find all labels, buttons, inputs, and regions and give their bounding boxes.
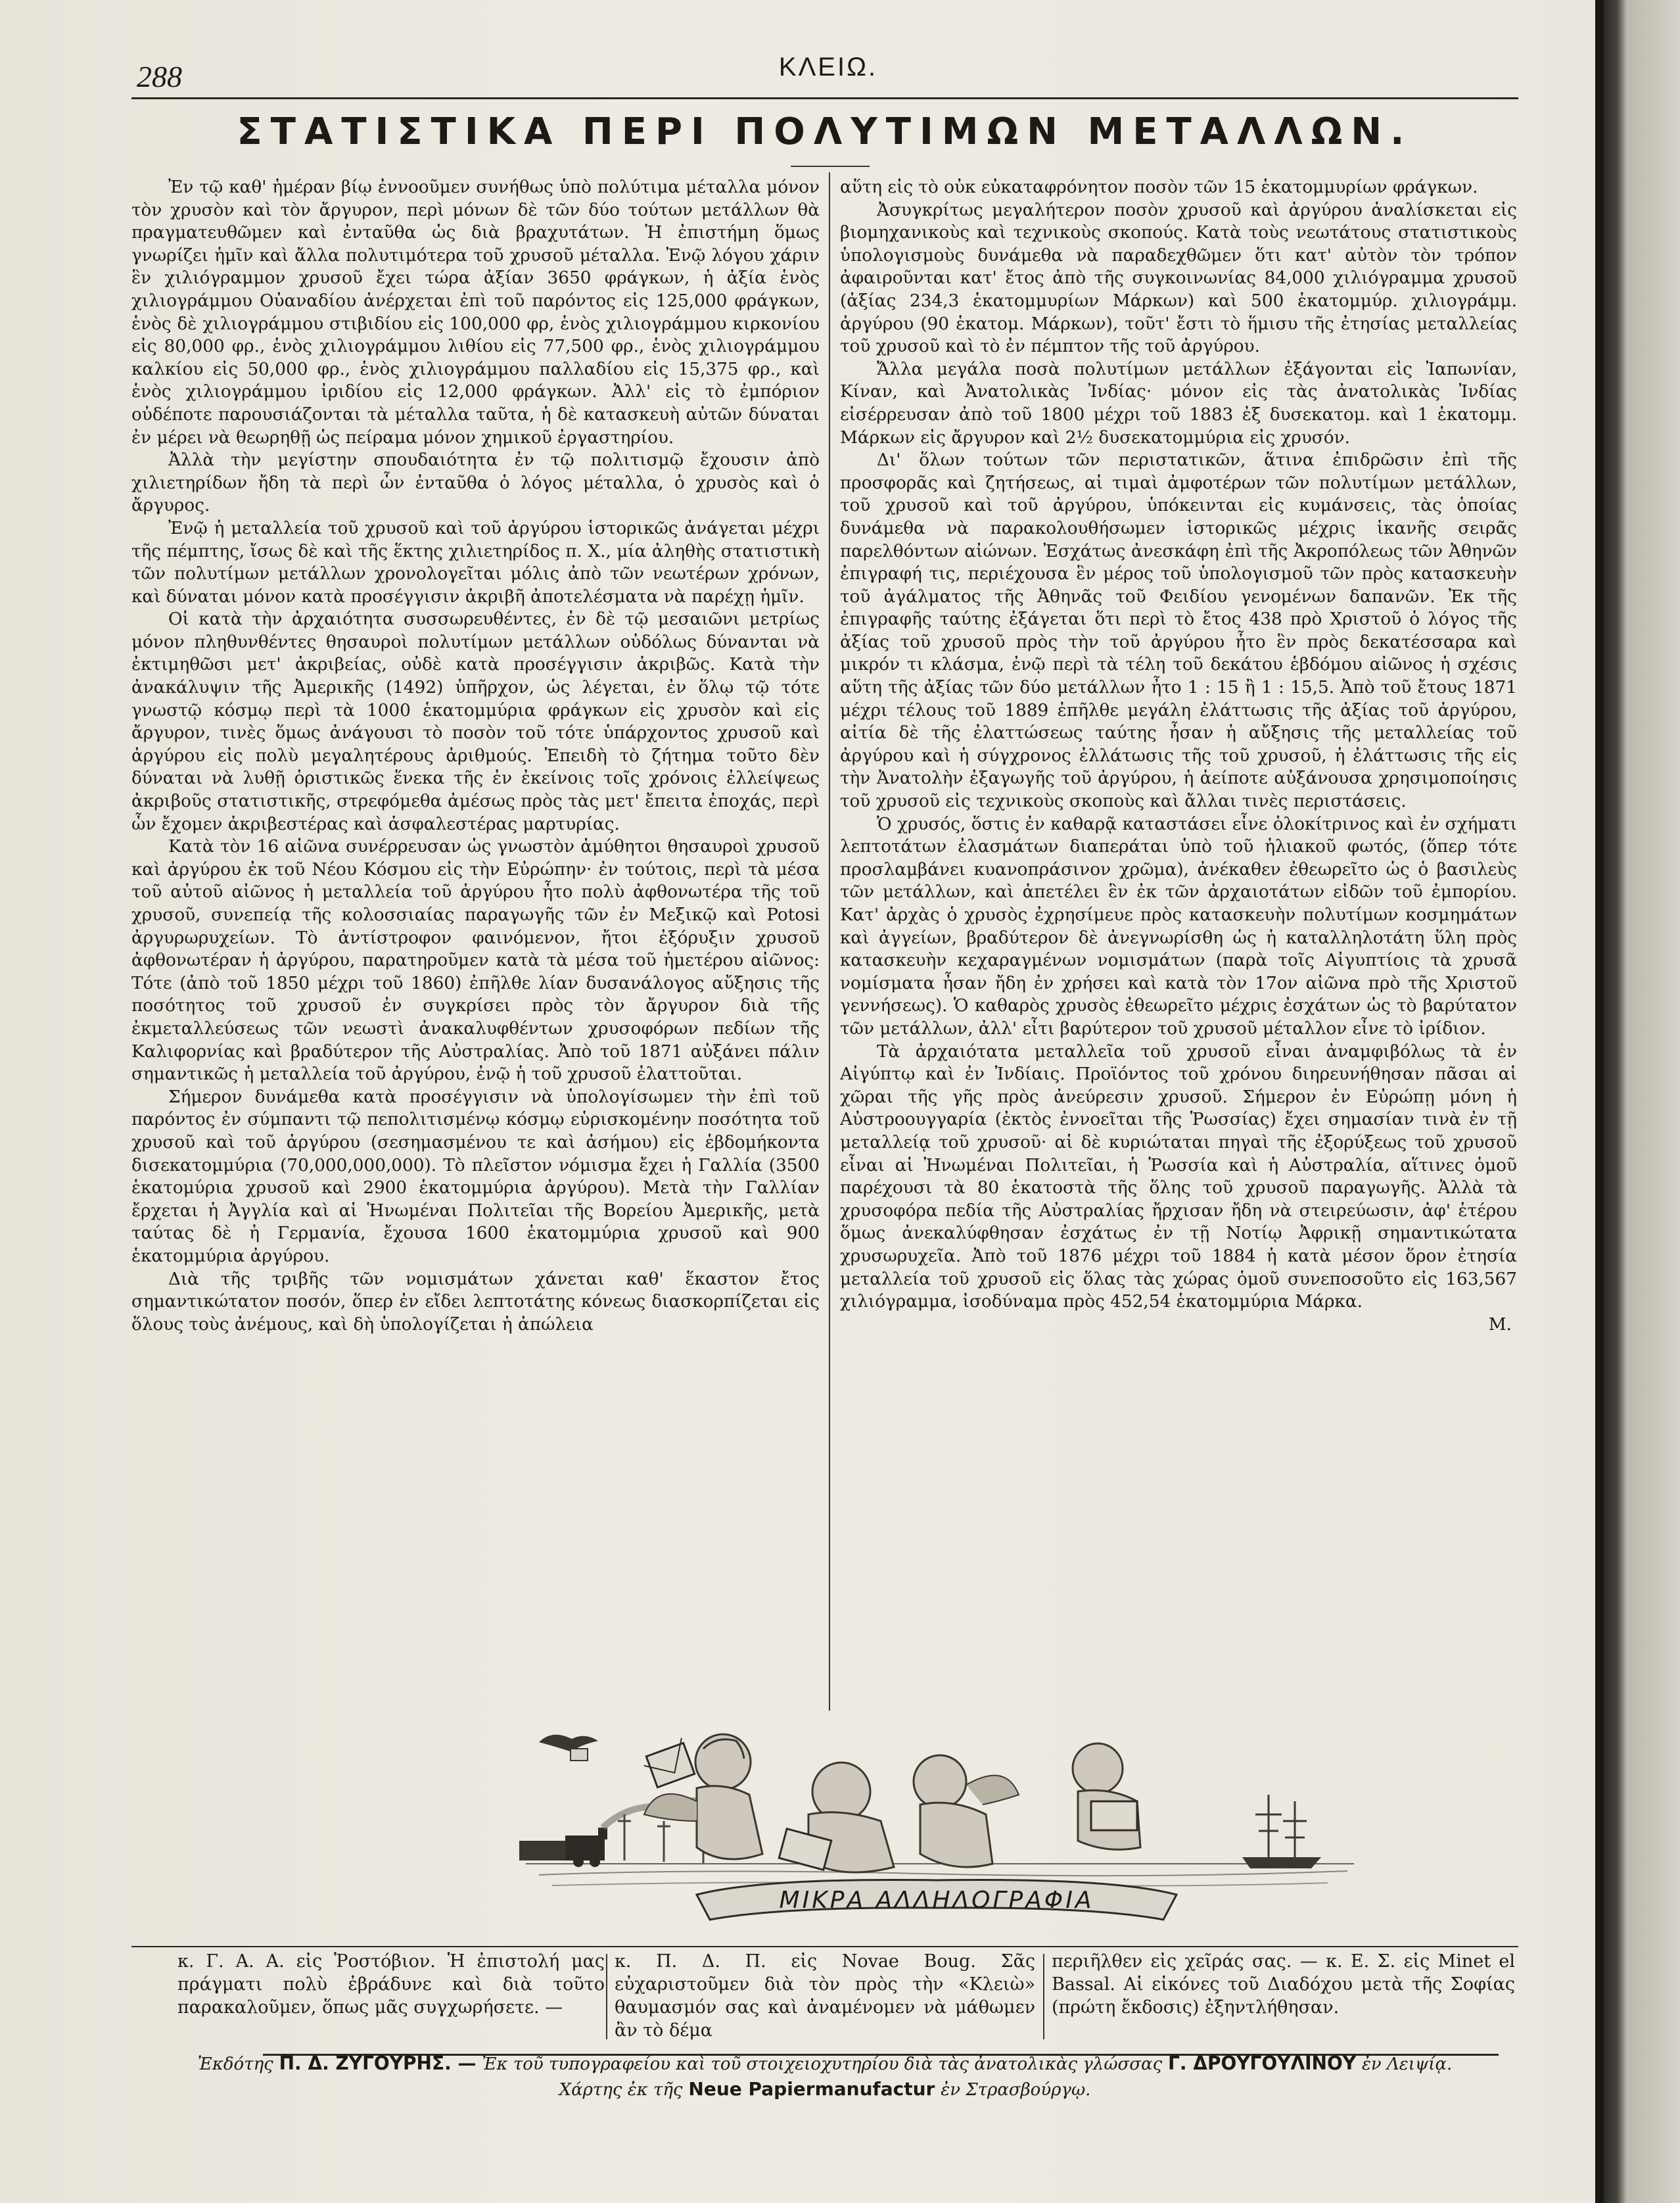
header-rule (131, 97, 1518, 99)
correspondence-note: περιῆλθεν εἰς χεῖράς σας. — κ. Ε. Σ. εἰς Minet el Bassal. Αἱ εἰκόνες τοῦ Διαδόχου μετὰ τῆς Σοφίας (πρώτη ἔκδοσις) ἐξηντλήθησαν. (1052, 1951, 1515, 2018)
correspondence-rule (131, 1946, 1518, 1947)
correspondence-note: κ. Π. Δ. Π. εἰς Novae Boug. Σᾶς εὐχαριστοῦμεν διὰ τὸν πρὸς τὴν «Κλειὼ» θαυμασμόν σας καὶ ἀναμένομεν νὰ μάθωμεν ἂν τὸ δέμα (615, 1951, 1035, 2041)
printer-name: Γ. ΔΡΟΥΓΟΥΛΙΝΟΥ (1168, 2052, 1357, 2074)
cherubs-illustration (500, 1722, 1380, 1939)
paragraph: Ἀσυγκρίτως μεγαλήτερον ποσὸν χρυσοῦ καὶ ἀργύρου ἀναλίσκεται εἰς βιομηχανικοὺς καὶ τεχνικοὺς σκοπούς. Κατὰ τοὺς νεωτάτους στατιστικοὺς ὑπολογισμοὺς δυνάμεθα νὰ παραδεχθῶμεν ὅτι κατ' αὐτὸν τὸν τρόπον ἀφαιροῦνται κατ' ἔτος ἀπὸ τῆς συγκοινωνίας 84,000 χιλιόγραμμα χρυσοῦ (ἀξίας 234,3 ἑκατομμυρίων Μάρκων) καὶ 500 ἑκατομμύρ. χιλιογράμμ. ἀργύρου (90 ἑκατομ. Μάρκων), τοῦτ' ἔστι τὸ ἥμισυ τῆς ἐτησίας μεταλλείας τοῦ χρυσοῦ καὶ τὸ ἐν πέμπτον τῆς τοῦ ἀργύρου. (840, 200, 1517, 357)
paragraph: Ἐνῷ ἡ μεταλλεία τοῦ χρυσοῦ καὶ τοῦ ἀργύρου ἱστορικῶς ἀνάγεται μέχρι τῆς πέμπτης, ἴσως δὲ καὶ τῆς ἕκτης χιλιετηρίδος π. Χ., μία ἀληθὴς στατιστικὴ τῶν πολυτίμων μετάλλων χρονολογεῖται μόλις ἀπὸ τῶν νεωτέρων χρόνων, καὶ δύναται μόνον κατὰ προσέγγισιν ἀκριβῆ ἀποτελέσματα νὰ παρέχῃ ἡμῖν. (131, 518, 820, 607)
paragraph: Δι' ὅλων τούτων τῶν περιστατικῶν, ἅτινα ἐπιδρῶσιν ἐπὶ τῆς προσφορᾶς καὶ ζητήσεως, αἱ τιμαὶ ἀμφοτέρων τῶν πολυτίμων μετάλλων, τοῦ χρυσοῦ καὶ τοῦ ἀργύρου, ὑπόκεινται εἰς κυμάνσεις, τὰς ὁποίας δυνάμεθα νὰ παρακολουθήσωμεν ἱστορικῶς μέχρις ἱκανῆς σειρᾶς παρελθόντων αἰώνων. Ἐσχάτως ἀνεσκάφη ἐπὶ τῆς Ἀκροπόλεως τῶν Ἀθηνῶν ἐπιγραφή τις, περιέχουσα ἓν μέρος τοῦ ὑπολογισμοῦ τῶν πρὸς κατασκευὴν τοῦ ἀγάλματος τῆς Ἀθηνᾶς τοῦ Φειδίου γενομένων δαπανῶν. Ἐκ τῆς ἐπιγραφῆς ταύτης ἐξάγεται ὅτι περὶ τὸ ἔτος 438 πρὸ Χριστοῦ ὁ λόγος τῆς ἀξίας τοῦ χρυσοῦ πρὸς τὴν τοῦ ἀργύρου ἦτο ἓν πρὸς δεκατέσσαρα καὶ μικρόν τι κλάσμα, ἐνῷ περὶ τὰ τέλη τοῦ δεκάτου ἑβδόμου αἰῶνος ἡ σχέσις αὕτη τῆς ἀξίας τῶν δύο μετάλλων ἦτο 1 : 15 ἢ 1 : 15,5. Ἀπὸ τοῦ ἔτους 1871 μέχρι τέλους τοῦ 1889 ἐπῆλθε μεγάλη ἐλάττωσις τῆς ἀξίας τοῦ ἀργύρου, αἰτία δὲ τῆς ἐλαττώσεως ταύτης ἦσαν ἡ αὔξησις τῆς μεταλλείας τοῦ ἀργύρου καὶ ἡ σύγχρονος ἐλλάτωσις τῆς τοῦ χρυσοῦ, ἡ ἐλάττωσις τῆς εἰς τὴν Ἀνατολὴν ἐξαγωγῆς τοῦ ἀργύρου, ἡ ἀείποτε αὐξάνουσα χρησιμοποίησις τοῦ χρυσοῦ εἰς τεχνικοὺς σκοποὺς καὶ ἄλλαι τινὲς περιστάσεις. (840, 450, 1517, 812)
correspondence-note: κ. Γ. Α. Α. εἰς Ῥοστόβιον. Ἡ ἐπιστολή μας πράγματι πολὺ ἐβράδυνε καὶ διὰ τοῦτο παρακαλοῦμεν, ὅπως μᾶς συγχωρήσετε. — (177, 1951, 605, 2018)
imprint-line-1 (131, 2051, 1518, 2077)
paper-maker: Neue Papiermanufactur (688, 2078, 935, 2100)
paragraph: Τὰ ἀρχαιότατα μεταλλεῖα τοῦ χρυσοῦ εἶναι ἀναμφιβόλως τὰ ἐν Αἰγύπτῳ καὶ ἐν Ἰνδίαις. Προϊόντος τοῦ χρόνου διηρευνήθησαν πᾶσαι αἱ χῶραι τῆς γῆς πρὸς ἀνεύρεσιν χρυσοῦ. Σήμερον ἐν Εὐρώπῃ μόνη ἡ Αὐστροουγγαρία (ἐκτὸς ἐννοεῖται τῆς Ῥωσσίας) ἔχει σημασίαν τινὰ ἐν τῇ μεταλλείᾳ τοῦ χρυσοῦ· αἱ δὲ κυριώταται πηγαὶ τῆς ἐξορύξεως τοῦ χρυσοῦ εἶναι αἱ Ἡνωμέναι Πολιτεῖαι, ἡ Ῥωσσία καὶ ἡ Αὐστραλία, αἵτινες ὁμοῦ παρέχουσι τὰ 80 ἑκατοστὰ τῆς ὅλης τοῦ χρυσοῦ παραγωγῆς. Ἀλλὰ τὰ χρυσοφόρα πεδία τῆς Αὐστραλίας ἤρχισαν ἤδη νὰ στειρεύωσιν, ἀφ' ἑτέρου ὅμως ἀνεκαλύφθησαν ἐσχάτως ἐν τῇ Νοτίῳ Ἀφρικῇ σημαντικώτατα χρυσωρυχεῖα. Ἀπὸ τοῦ 1876 μέχρι τοῦ 1884 ἡ κατὰ μέσον ὅρον ἐτησία μεταλλεία τοῦ χρυσοῦ εἰς ὅλας τὰς χώρας ὁμοῦ συνεποσοῦτο εἰς 163,567 χιλιόγραμμα, ἰσοδύναμα πρὸς 452,54 ἑκατομμύρια Μάρκα. (840, 1041, 1517, 1312)
imprint-line-2 (131, 2077, 1518, 2102)
running-head (131, 46, 1525, 99)
binding-edge (1604, 0, 1680, 2203)
correspondence-vignette (500, 1722, 1380, 1939)
printer-place: ἐν Λειψίᾳ. (1361, 2054, 1453, 2074)
cherub-right (914, 1755, 1019, 1867)
paragraph: Διὰ τῆς τριβῆς τῶν νομισμάτων χάνεται καθ' ἕκαστον ἔτος σημαντικώτατον ποσόν, ὅπερ ἐν εἴδει λεπτοτάτης κόνεως διασκορπίζεται εἰς ὅλους τοὺς ἀνέμους, καὶ δὴ ὑπολογίζεται ἡ ἀπώλεια (131, 1269, 820, 1335)
paragraph: Ἄλλα μεγάλα ποσὰ πολυτίμων μετάλλων ἐξάγονται εἰς Ἰαπωνίαν, Κίναν, καὶ Ἀνατολικὰς Ἰνδίας· μόνον εἰς τὰς ἀνατολικὰς Ἰνδίας εἰσέρρευσαν ἀπὸ τοῦ 1800 μέχρι τοῦ 1883 ἐξ δυσεκατομ. καὶ 1 ἑκατομμ. Μάρκων εἰς ἄργυρον καὶ 2½ δυσεκατομμύρια εἰς χρυσόν. (840, 359, 1517, 448)
author-signature: Μ. (1488, 1314, 1512, 1335)
cherub-middle (779, 1763, 894, 1872)
publisher-name: Π. Δ. ΖΥΓΟΥΡΗΣ. — (279, 2052, 477, 2074)
paper-place: ἐν Στρασβούργῳ. (941, 2080, 1091, 2100)
ship-icon (1242, 1795, 1321, 1868)
column-rule (829, 172, 830, 1711)
paragraph: Κατὰ τὸν 16 αἰῶνα συνέρρευσαν ὡς γνωστὸν ἀμύθητοι θησαυροὶ χρυσοῦ καὶ ἀργύρου ἐκ τοῦ Νέου Κόσμου εἰς τὴν Εὐρώπην· ἐν τούτοις, περὶ τὰ μέσα τοῦ αὐτοῦ αἰῶνος ἡ μεταλλεία τοῦ ἀργύρου ἦτο πολὺ ἀφθονωτέρα τῆς τοῦ χρυσοῦ, συνεπείᾳ τῆς κολοσσιαίας παραγωγῆς τῶν ἐν Μεξικῷ καὶ Potosi ἀργυρωρυχείων. Τὸ ἀντίστροφον φαινόμενον, ἤτοι ἐξόρυξιν χρυσοῦ ἀφθονωτέραν ἡ ἀργύρου, παρατηροῦμεν κατὰ τὰ μέσα τοῦ ἡμετέρου αἰῶνος: Τότε (ἀπὸ τοῦ 1850 μέχρι τοῦ 1860) ἐπῆλθε λίαν δυσανάλογος αὔξησις τῆς ποσότητος τοῦ χρυσοῦ ἐν συγκρίσει πρὸς τὸν ἄργυρον διὰ τῆς ἐκμεταλλεύσεως τῶν νεωστὶ ἀνακαλυφθέντων χρυσοφόρων πεδίων τῆς Καλιφορνίας καὶ βραδύτερον τῆς Αὐστραλίας. Ἀπὸ τοῦ 1871 αὐξάνει πάλιν σημαντικῶς ἡ μεταλλεία τοῦ ἀργύρου, ἐνῷ ἡ τοῦ χρυσοῦ ἐλαττοῦται. (131, 837, 820, 1085)
letter-icon (640, 1738, 695, 1788)
correspondence-divider (606, 1954, 607, 2039)
paragraph: Ἐν τῷ καθ' ἡμέραν βίῳ ἐννοοῦμεν συνήθως ὑπὸ πολύτιμα μέταλλα μόνον τὸν χρυσὸν καὶ τὸν ἄργυρον, περὶ μόνων δὲ τῶν δύο τούτων μετάλλων θὰ πραγματευθῶμεν καὶ ἐνταῦθα ὡς διὰ βραχυτάτων. Ἡ ἐπιστήμη ὅμως γνωρίζει ἡμῖν καὶ ἄλλα πολυτιμότερα τοῦ χρυσοῦ μέταλλα. Ἐνῷ λόγου χάριν ἓν χιλιόγραμμον χρυσοῦ ἔχει τώρα ἀξίαν 3650 φράγκων, ἡ ἀξία ἑνὸς χιλιογράμμου Οὐαναδίου ἀνέρχεται ἐπὶ τοῦ παρόντος εἰς 125,000 φράγκων, ἑνὸς δὲ χιλιογράμμου στιβιδίου εἰς 100,000 φρ, ἑνὸς χιλιογράμμου κιρκονίου εἰς 80,000 φρ., ἑνὸς χιλιογράμμου λιθίου εἰς 77,500 φρ., ἑνὸς χιλιογράμμου καλκίου εἰς 50,000 φρ., ἑνὸς χιλιογράμμου παλλαδίου εἰς 15,375 φρ., καὶ ἑνὸς χιλιογράμμου ἰριδίου εἰς 12,000 φράγκων. Ἀλλ' εἰς τὸ ἐμπόριον οὐδέποτε παρουσιάζονται τὰ μέταλλα ταῦτα, ἡ δὲ κατασκευὴ αὐτῶν δύναται ἐν μέρει νὰ θεωρηθῇ ὡς πείραμα μόνον χημικοῦ ἐργαστηρίου. (131, 178, 820, 448)
binding-shadow (1595, 0, 1604, 2203)
cherub-reading (1073, 1743, 1140, 1849)
article-title: ΣΤΑΤΙΣΤΙΚΑ ΠΕΡΙ ΠΟΛΥΤΙΜΩΝ ΜΕΤΑΛΛΩΝ. (237, 110, 1413, 153)
imprint (131, 2051, 1518, 2102)
paragraph: Ἀλλὰ τὴν μεγίστην σπουδαιότητα ἐν τῷ πολιτισμῷ ἔχουσιν ἀπὸ χιλιετηρίδων ἤδη τὰ περὶ ὧν ἐνταῦθα ὁ λόγος μέταλλα, ὁ χρυσὸς καὶ ὁ ἄργυρος. (131, 450, 820, 516)
paragraph: Οἱ κατὰ τὴν ἀρχαιότητα συσσωρευθέντες, ἐν δὲ τῷ μεσαιῶνι μετρίως μόνον πληθυνθέντες θησαυροὶ πολυτίμων μετάλλων οὐδόλως δύνανται νὰ ἐκτιμηθῶσι μετ' ἀκριβείας, οὐδὲ κατὰ προσέγγισιν ἀκριβῶς. Κατὰ τὴν ἀνακάλυψιν τῆς Ἀμερικῆς (1492) ὑπῆρχον, ὡς λέγεται, ἐν ὅλῳ τῷ τότε γνωστῷ κόσμῳ περὶ τὰ 1000 ἑκατομμύρια φράγκων εἰς χρυσὸν καὶ εἰς ἄργυρον, τινὲς ὅμως ἀνάγουσι τὸ ποσὸν τοῦ τότε ὑπάρχοντος χρυσοῦ καὶ ἀργύρου εἰς πολὺ μεγαλητέρους ἀριθμούς. Ἐπειδὴ τὸ ζήτημα τοῦτο δὲν δύναται νὰ λυθῇ ὁριστικῶς ἕνεκα τῆς ἐν ἐκείνοις τοῖς χρόνοις ἐλλείψεως ἀκριβοῦς στατιστικῆς, στρεφόμεθα ἀμέσως πρὸς τὰς μετ' ἔπειτα ἐποχάς, περὶ ὧν ἔχομεν ἀκριβεστέρας καὶ ἀσφαλεστέρας μαρτυρίας. (131, 609, 820, 834)
right-column (840, 176, 1517, 1336)
paragraph: αὕτη εἰς τὸ οὐκ εὐκαταφρόνητον ποσὸν τῶν 15 ἑκατομμυρίων φράγκων. (840, 178, 1478, 197)
dove-icon (539, 1735, 598, 1761)
correspondence-section (131, 1950, 1518, 2049)
paragraph: Σήμερον δυνάμεθα κατὰ προσέγγισιν νὰ ὑπολογίσωμεν τὴν ἐπὶ τοῦ παρόντος ἐν σύμπαντι τῷ πεπολιτισμένῳ κόσμῳ εὑρισκομένην ποσότητα τοῦ χρυσοῦ καὶ τοῦ ἀργύρου (σεσημασμένου τε καὶ ἀσήμου) εἰς ἑβδομήκοντα δισεκατομμύρια (70,000,000,000). Τὸ πλεῖστον νόμισμα ἔχει ἡ Γαλλία (3500 ἑκατομύρια χρυσοῦ καὶ 2900 ἑκατομμύρια ἀργύρου). Μετὰ τὴν Γαλλίαν ἔρχεται ἡ Ἀγγλία καὶ αἱ Ἡνωμέναι Πολιτεῖαι τῆς Βορείου Ἀμερικῆς, μετὰ ταύτας δὲ ἡ Γερμανία, ἔχουσα 1600 ἑκατομμύρια χρυσοῦ καὶ 900 ἑκατομμύρια ἀργύρου. (131, 1087, 820, 1266)
correspondence-divider (1043, 1954, 1044, 2039)
paper-label: Χάρτης ἐκ τῆς (559, 2080, 683, 2100)
journal-name: ΚΛΕΙΩ. (778, 53, 878, 82)
banner-text: ΜΙΚΡΑ ΑΛΛΗΛΟΓΡΑΦΙΑ (779, 1887, 1094, 1914)
page-number: 288 (137, 60, 182, 93)
left-column (131, 176, 820, 1336)
title-ornament (791, 166, 870, 170)
publisher-label: Ἐκδότης (197, 2054, 273, 2074)
paragraph: Ὁ χρυσός, ὅστις ἐν καθαρᾷ καταστάσει εἶνε ὁλοκίτρινος καὶ ἐν σχήματι λεπτοτάτων ἐλασμάτων διαπεράται ὑπὸ τοῦ ἡλιακοῦ φωτός, (ὅπερ τότε προσλαμβάνει κυανοπράσινον χρῶμα), ἀνέκαθεν ἐθεωρεῖτο ὡς ὁ βασιλεὺς τῶν μετάλλων, καὶ ἀπετέλει ἓν ἐκ τῶν ἀρχαιοτάτων εἰδῶν τοῦ ἐμπορίου. Κατ' ἀρχὰς ὁ χρυσὸς ἐχρησίμευε πρὸς κατασκευὴν πολυτίμων κοσμημάτων καὶ ἀγγείων, βραδύτερον δὲ ἀνεγνωρίσθη ὡς ἡ καταλληλοτάτη ὕλη πρὸς κατασκευὴν κεχαραγμένων νομισμάτων (παρὰ τοῖς Αἰγυπτίοις τὰ χρυσᾶ νομίσματα ἦσαν ἤδη ἐν χρήσει καὶ κατὰ τὸν 17ον αἰῶνα πρὸ τῆς Χριστοῦ γεννήσεως). Ὁ καθαρὸς χρυσὸς ἐθεωρεῖτο μέχρις ἐσχάτων ὡς τὸ βαρύτατον τῶν μετάλλων, ἀλλ' εἶτι βαρύτερον τοῦ χρυσοῦ μέταλλον εἶνε τὸ ἰρίδιον. (840, 814, 1517, 1039)
printer-label: Ἐκ τοῦ τυπογραφείου καὶ τοῦ στοιχειοχυτηρίου διὰ τὰς ἀνατολικὰς γλώσσας (482, 2054, 1163, 2074)
